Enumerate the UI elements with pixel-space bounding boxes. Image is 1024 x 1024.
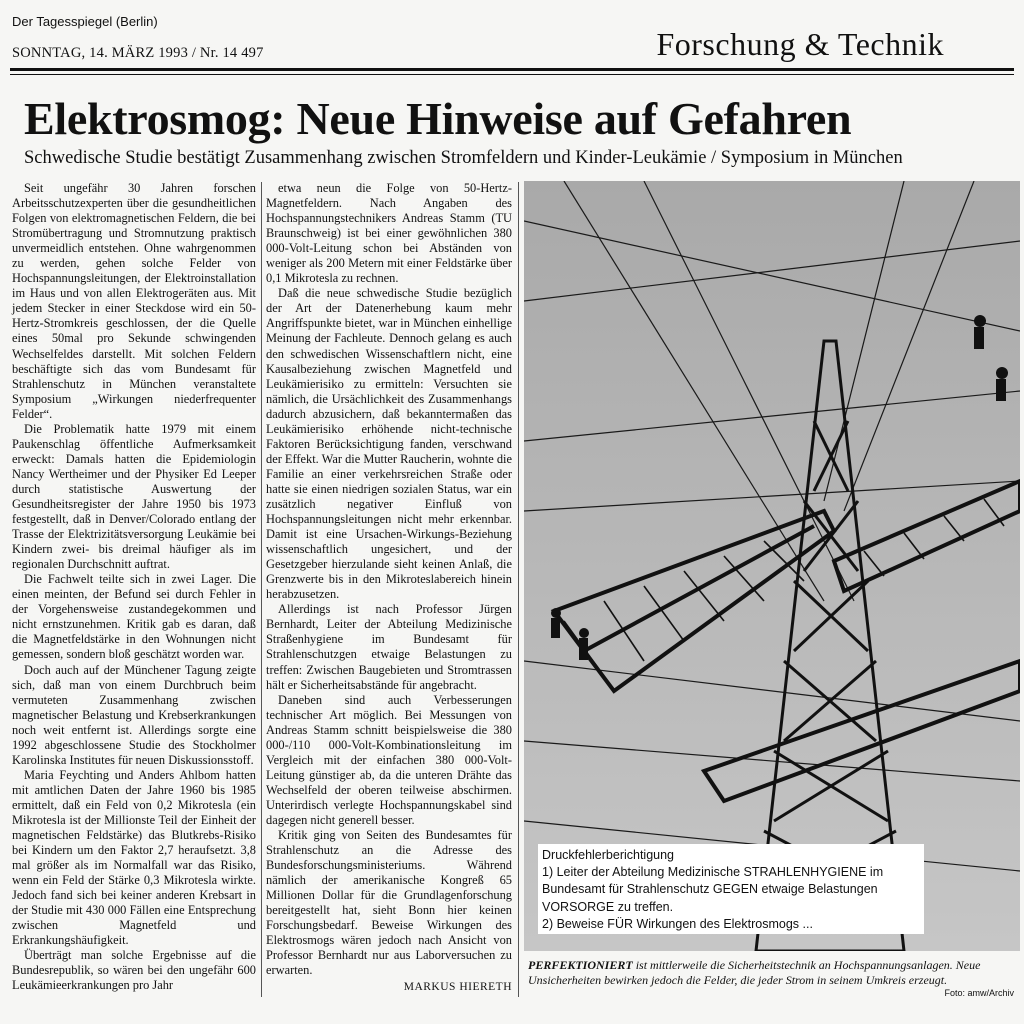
photo-caption (528, 958, 1018, 988)
article-column-1 (12, 181, 256, 994)
pylon-illustration (524, 181, 1020, 951)
caption-lead: PERFEKTIONIERT (528, 958, 633, 972)
paragraph: Überträgt man solche Ergebnisse auf die Bundesrepublik, so wären bei den ungefähr 600 Leukämieerkrankungen pro Jahr (12, 948, 256, 993)
paragraph: etwa neun die Folge von 50-Hertz-Magnetfeldern. Nach Angaben des Hochspannungstechnikers Andreas Stamm (TU Braunschweig) ist bei einer gewöhnlichen 380 000-Volt-Leitung schon bei Abständen von weniger als 200 Metern mit einer Feldstärke über 0,1 Mikrotesla zu rechnen. (266, 181, 512, 286)
header-rule-thin (10, 74, 1014, 75)
issue-date: SONNTAG, 14. MÄRZ 1993 / Nr. 14 497 (12, 45, 264, 61)
caption-text: ist mittlerweile die Sicherheitstechnik an Hochspannungsanlagen. Neue Unsicherheiten bewirken jedoch die Felder, die jeder Strom in seinem Umkreis erzeugt. (528, 958, 981, 987)
photo-credit: Foto: amw/Archiv (944, 988, 1014, 998)
correction-title: Druckfehlerberichtigung (542, 848, 675, 862)
pylon-photo (524, 181, 1020, 951)
header-rule-thick (10, 68, 1014, 71)
paragraph: Kritik ging von Seiten des Bundesamtes für Strahlenschutz an die Adresse des Bundesforschungsministeriums. Während nämlich der amerikanische Kongreß 65 Millionen Dollar für die Grundlagenforschung bereitgestellt hat, sieht Bonn hier keinen Forschungsbedarf. Beweise Wirkungen des Elektrosmogs wären jedoch nach Ansicht von Professor Bernhardt nur aus Laborversuchen zu erwarten. (266, 828, 512, 978)
paragraph: Doch auch auf der Münchener Tagung zeigte sich, daß man von einem Durchbruch beim vermuteten Zusammenhang zwischen magnetischer Belastung und Krebserkrankungen noch weit entfernt ist. Allerdings sorgte eine 1992 abgeschlossene Studie des Stockholmer Karolinska Institutes für neuen Diskussionsstoff. (12, 662, 256, 767)
paragraph: Die Fachwelt teilte sich in zwei Lager. Die einen meinten, der Befund sei durch Fehler in der Vorgehensweise zustandegekommen und nicht ernstzunehmen. Kritik gab es daran, daß die Magnetfeldstärke in den Wohnungen nicht gemessen, sondern bloß geschätzt worden war. (12, 572, 256, 662)
paragraph: Allerdings ist nach Professor Jürgen Bernhardt, Leiter der Abteilung Medizinische Straßenhygiene im Bundesamt für Strahlenschutzgen etwaige Belastungen zu treffen: Zwischen Baugebieten und Stromtrassen hält er Sicherheitsabstände für angebracht. (266, 602, 512, 692)
paragraph: Daneben sind auch Verbesserungen technischer Art möglich. Bei Messungen von Andreas Stamm schnitt beispielsweise die 380 000-/110 000-Volt-Kombinationsleitung im Vergleich mit der einfachen 380 000-Volt-Leitung günstiger ab, da die unteren Drähte das Wechselfeld der oberen teilweise abschirmen. Unterirdisch verlegte Hochspannungskabel sind dagegen nicht generell besser. (266, 692, 512, 827)
article-subhead: Schwedische Studie bestätigt Zusammenhang zwischen Stromfeldern und Kinder-Leukämie / Symposium in München (24, 148, 903, 168)
column-divider (518, 182, 519, 997)
paragraph: Maria Feychting und Anders Ahlbom hatten mit amtlichen Daten der Jahre 1960 bis 1985 ermittelt, daß ein Feld von 0,2 Mikrotesla (ein Mikrotesla ist der Millionste Teil der Einheit der magnetischen Feldstärke) das Blutkrebs-Risiko bei Kindern um den Faktor 2,7 heraufsetzt. 3,8 mal größer als im Normalfall war das Risiko, wenn ein Feld der Stärke 0,3 Mikrotesla wirkte. Jedoch fand sich bei keiner anderen Krebsart in der Studie mit 430 000 Fällen eine Entsprechung zwischen Magnetfeld und Erkrankungshäufigkeit. (12, 767, 256, 948)
correction-note (538, 844, 924, 934)
correction-line: Bundesamt für Strahlenschutz GEGEN etwaige Belastungen (542, 882, 878, 897)
article-column-2 (266, 181, 512, 996)
article-headline: Elektrosmog: Neue Hinweise auf Gefahren (24, 93, 852, 144)
correction-line: VORSORGE zu treffen. (542, 899, 674, 914)
column-divider (261, 182, 262, 997)
correction-line: 1) Leiter der Abteilung Medizinische STRAHLENHYGIENE im (542, 865, 884, 880)
paragraph: Die Problematik hatte 1979 mit einem Paukenschlag öffentliche Aufmerksamkeit erweckt: Damals hatten die Epidemiologin Nancy Wertheimer und der Physiker Ed Leeper durch statistische Auswertung der Gesundheitsregister der Jahre 1950 bis 1973 festgestellt, daß in Denver/Colorado entlang der Trasse der Elektrizitätsversorgung Leukämie bei Kindern zwei- bis dreimal häufiger als im regionalen Durchschnitt auftrat. (12, 421, 256, 572)
paragraph: Daß die neue schwedische Studie bezüglich der Art der Datenerhebung kaum mehr Angriffspunkte bietet, war in München einhellige Meinung der Fachleute. Dennoch gelang es auch den schwedischen Wissenschaftlern nicht, eine Kausalbeziehung zwischen Magnetfeld und Leukämierisiko zu ermitteln: Versuchten sie nämlich, die Ursächlichkeit des Zusammenhangs dadurch abzusichern, daß bekanntermaßen das Leukämierisiko erhöhende nicht-technische Faktoren Berücksichtigung fanden, verschwand der Effekt. War die Mutter Raucherin, wohnte die Familie an einer verkehrsreichen Straße oder hatte sie einen niedrigen sozialen Status, war ein zusätzlich negativer Einfluß von Hochspannungsleitungen nicht mehr erkennbar. Damit ist eine Ursachen-Wirkungs-Beziehung wissenschaftlich ungesichert, und der Gesetzgeber hierzulande sieht keinen Anlaß, die Grenzwerte bis in den Mikroteslabereich hinein herabzusetzen. (266, 286, 512, 602)
newspaper-source: Der Tagesspiegel (Berlin) (12, 14, 158, 29)
paragraph: Seit ungefähr 30 Jahren forschen Arbeitsschutzexperten über die gesundheitlichen Folgen von elektromagnetischen Feldern, die bei Stromübertragung und Stromnutzung praktisch unvermeidlich entstehen. Ohne wahrgenommen zu werden, gehen solche Felder von Hochspannungsleitungen, der Elektroinstallation im Haus und von allen Elektrogeräten aus. Mit jedem Stecker in einer Steckdose wird ein 50-Hertz-Stromkreis geschlossen, der die Quelle eines 50mal pro Sekunde schwingenden Wechselfeldes darstellt. Mit solchen Feldern beschäftigte sich das vom Bundesamt für Strahlenschutz in München veranstaltete Symposium „Wirkungen niederfrequenter Felder“. (12, 181, 256, 421)
section-title: Forschung & Technik (656, 26, 944, 62)
correction-line: 2) Beweise FÜR Wirkungen des Elektrosmogs ... (542, 916, 813, 931)
article-author: MARKUS HIERETH (403, 981, 512, 994)
